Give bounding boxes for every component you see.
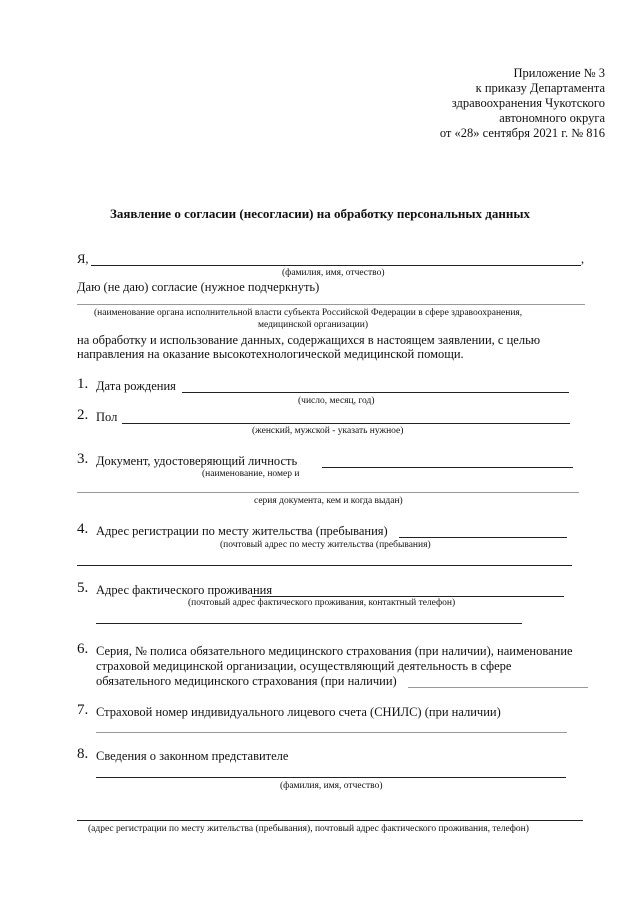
snils-line[interactable] <box>96 732 567 733</box>
i-label: Я, <box>77 252 89 266</box>
rep-line[interactable] <box>96 777 566 778</box>
oms-line[interactable] <box>408 687 588 688</box>
oms-line-3: обязательного медицинского страхования (при наличии) <box>96 674 397 688</box>
fio-caption: (фамилия, имя, отчество) <box>282 268 385 278</box>
sex-label: Пол <box>96 410 118 424</box>
item-number-7: 7. <box>77 702 89 718</box>
org-caption-2: медицинской организации) <box>258 320 368 330</box>
doc-line-2[interactable] <box>77 492 579 493</box>
rep-addr-caption: (адрес регистрации по месту жительства (пребывания), почтовый адрес фактического проживания, телефон) <box>88 824 529 834</box>
fio-comma: , <box>581 252 585 266</box>
consent-text: Даю (не даю) согласие (нужное подчеркнуть) <box>77 280 320 294</box>
sex-caption: (женский, мужской - указать нужное) <box>252 426 404 436</box>
reg-line-2[interactable] <box>77 565 572 566</box>
rep-label: Сведения о законном представителе <box>96 749 289 763</box>
oms-line-1: Серия, № полиса обязательного медицинского страхования (при наличии), наименование <box>96 644 573 658</box>
purpose-line-1: на обработку и использование данных, содержащихся в настоящем заявлении, с целью <box>77 333 541 347</box>
item-number-8: 8. <box>77 746 89 762</box>
header-line-4: автономного округа <box>499 111 605 125</box>
doc-line-1[interactable] <box>322 467 573 468</box>
oms-line-2: страховой медицинской организации, осуществляющий деятельность в сфере <box>96 659 512 673</box>
snils-label: Страховой номер индивидуального лицевого счета (СНИЛС) (при наличии) <box>96 705 501 719</box>
rep-caption: (фамилия, имя, отчество) <box>280 781 383 791</box>
item-number-5: 5. <box>77 580 89 596</box>
doc-caption-2: серия документа, кем и когда выдан) <box>254 496 403 506</box>
document-title: Заявление о согласии (несогласии) на обработку персональных данных <box>110 206 530 221</box>
item-number-4: 4. <box>77 521 89 537</box>
fact-caption: (почтовый адрес фактического проживания, контактный телефон) <box>188 598 456 608</box>
fio-line[interactable] <box>91 265 581 266</box>
item-number-6: 6. <box>77 641 89 657</box>
item-number-3: 3. <box>77 451 89 467</box>
header-line-2: к приказу Департамента <box>475 81 605 95</box>
reg-line-1[interactable] <box>399 537 567 538</box>
birth-line[interactable] <box>182 392 569 393</box>
reg-label: Адрес регистрации по месту жительства (пребывания) <box>96 524 388 538</box>
doc-caption-1: (наименование, номер и <box>202 469 300 479</box>
header-line-5: от «28» сентября 2021 г. № 816 <box>439 126 605 140</box>
birth-caption: (число, месяц, год) <box>298 396 375 406</box>
org-caption-1: (наименование органа исполнительной власти субъекта Российской Федерации в сфере здравоохранения, <box>94 308 523 318</box>
org-line[interactable] <box>77 304 585 305</box>
sex-line[interactable] <box>122 423 570 424</box>
fact-label: Адрес фактического проживания <box>96 583 273 597</box>
rep-addr-line[interactable] <box>77 820 583 821</box>
header-line-3: здравоохранения Чукотского <box>451 96 605 110</box>
header-line-1: Приложение № 3 <box>513 66 605 80</box>
doc-label: Документ, удостоверяющий личность <box>96 454 298 468</box>
item-number-1: 1. <box>77 376 89 392</box>
purpose-line-2: направления на оказание высокотехнологической медицинской помощи. <box>77 347 464 361</box>
birth-label: Дата рождения <box>96 379 176 393</box>
item-number-2: 2. <box>77 407 89 423</box>
fact-line-2[interactable] <box>96 623 522 624</box>
fact-line-1[interactable] <box>252 596 564 597</box>
reg-caption: (почтовый адрес по месту жительства (пребывания) <box>220 540 431 550</box>
